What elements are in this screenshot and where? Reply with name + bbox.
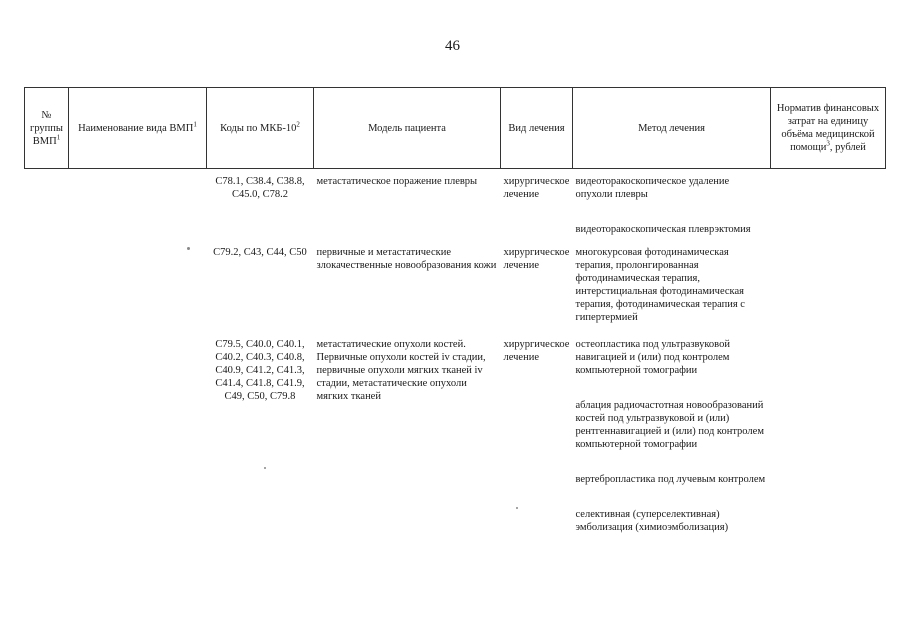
cell-codes: C79.2, C43, C44, C50 <box>213 247 307 258</box>
header-method: Метод лечения <box>573 88 771 169</box>
cell-norm <box>771 169 886 237</box>
table-row <box>25 324 886 534</box>
header-model: Модель пациента <box>314 88 501 169</box>
method-item: селективная (суперселективная) эмболизация (химиоэмболизация) <box>575 509 729 533</box>
method-item: многокурсовая фотодинамическая терапия, пролонгированная фотодинамическая терапия, интерстициальная фотодинамическая терапия, фотодинамическая терапия с гипертермией <box>575 247 745 323</box>
cell-name <box>69 324 207 534</box>
cell-method <box>573 169 771 237</box>
method-item: видеоторакоскопическое удаление опухоли плевры <box>575 176 730 200</box>
method-item: видеоторакоскопическая плеврэктомия <box>575 224 751 235</box>
cell-norm <box>771 236 886 324</box>
cell-codes: C78.1, C38.4, C38.8, C45.0, C78.2 <box>215 176 305 200</box>
header-norm: Норматив финансовых затрат на единицу объёма медицинской помощи$^3$, рублей <box>771 88 886 169</box>
table-row <box>25 169 886 237</box>
cell-codes: C79.5, C40.0, C40.1, C40.2, C40.3, C40.8, C40.9, C41.2, C41.3, C41.4, C41.8, C41.9, C49, C50, C79.8 <box>215 339 305 402</box>
scan-speck <box>264 467 266 469</box>
method-item: остеопластика под ультразвуковой навигацией и (или) под контролем компьютерной томографии <box>575 339 730 376</box>
method-item: аблация радиочастотная новообразований костей под ультразвуковой и (или) рентгеннавигацией и (или) под контролем компьютерной томографии <box>575 400 764 450</box>
header-group-no: № группы ВМП$^1$ <box>25 88 69 169</box>
cell-model: метастатическое поражение плевры <box>316 176 478 187</box>
cell-name <box>69 169 207 237</box>
treatment-table <box>24 87 886 534</box>
table-row <box>25 236 886 324</box>
cell-name <box>69 236 207 324</box>
method-item: вертебропластика под лучевым контролем <box>575 474 766 485</box>
cell-type: хирургическое лечение <box>503 339 570 363</box>
cell-norm <box>771 324 886 534</box>
header-name: Наименование вида ВМП$^1$ <box>69 88 207 169</box>
cell-type: хирургическое лечение <box>503 176 570 200</box>
header-codes: Коды по МКБ-$10^2$ <box>207 88 314 169</box>
cell-group-no <box>25 324 69 534</box>
scan-speck <box>187 247 190 250</box>
header-type: Вид лечения <box>501 88 573 169</box>
cell-type: хирургическое лечение <box>503 247 570 271</box>
cell-method <box>573 236 771 324</box>
cell-model: первичные и метастатические злокачественные новообразования кожи <box>316 247 497 271</box>
scan-speck <box>516 507 518 509</box>
cell-group-no <box>25 169 69 237</box>
table-header-row <box>25 88 886 169</box>
page-number: 46 <box>445 38 460 54</box>
cell-group-no <box>25 236 69 324</box>
cell-method <box>573 324 771 534</box>
cell-model: метастатические опухоли костей. Первичные опухоли костей iv стадии, первичные опухоли мягких тканей iv стадии, метастатические опухоли мягких тканей <box>316 339 486 402</box>
